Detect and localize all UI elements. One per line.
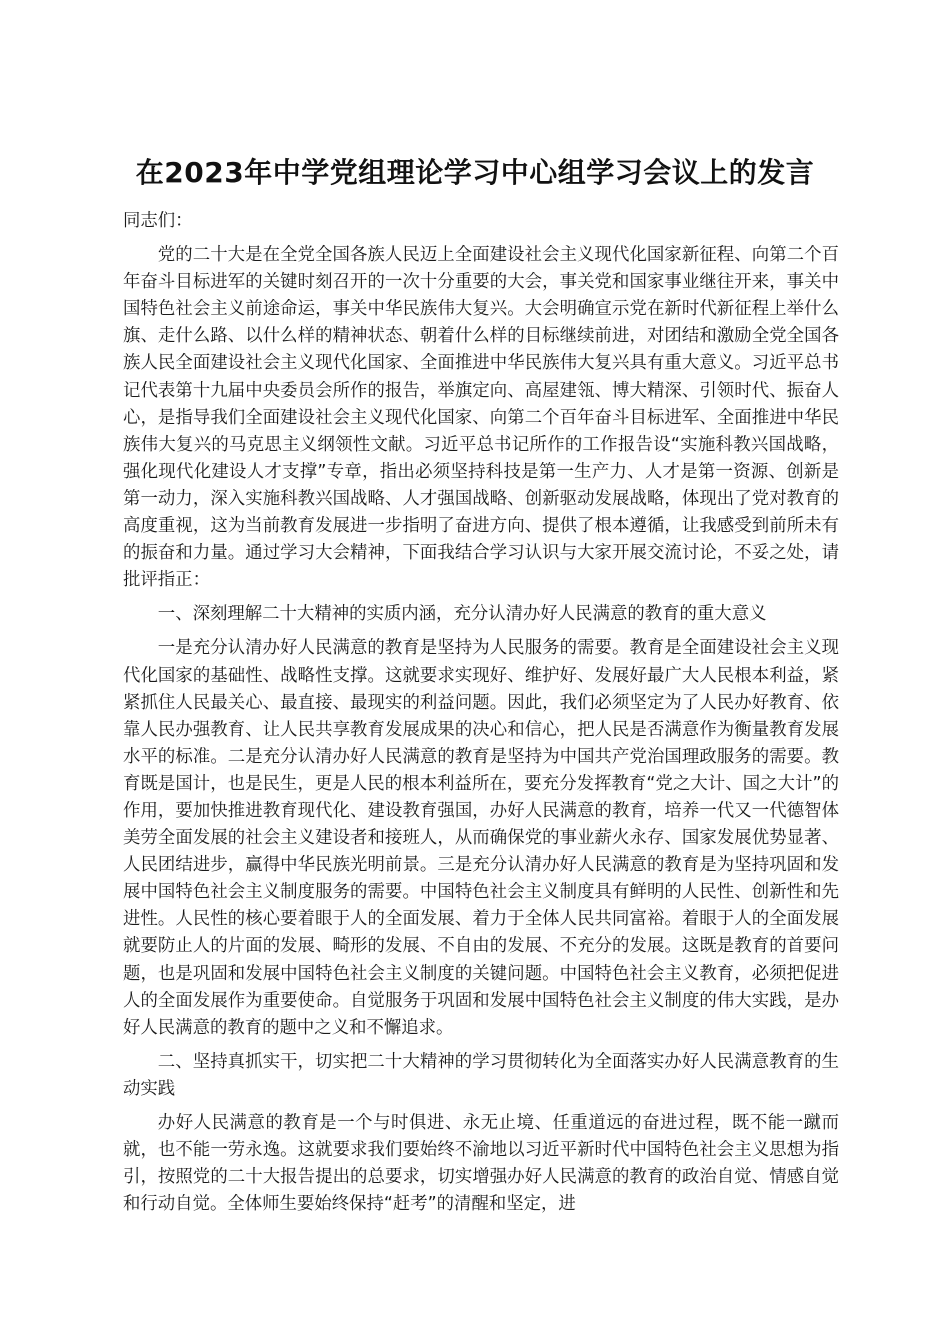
section-heading-2: 二、坚持真抓实干，切实把二十大精神的学习贯彻转化为全面落实办好人民满意教育的生动实践 (123, 1051, 839, 1099)
salutation: 同志们： (123, 211, 193, 231)
intro-paragraph: 党的二十大是在全党全国各族人民迈上全面建设社会主义现代化国家新征程、向第二个百年奋斗目标进军的关键时刻召开的一次十分重要的大会，事关党和国家事业继往开来，事关中国特色社会主义前途命运，事关中华民族伟大复兴。大会明确宣示党在新时代新征程上举什么旗、走什么路、以什么样的精神状态、朝着什么样的目标继续前进，对团结和激励全党全国各族人民全面建设社会主义现代化国家、全面推进中华民族伟大复兴具有重大意义。习近平总书记代表第十九届中央委员会所作的报告，举旗定向、高屋建瓴、博大精深、引领时代、振奋人心，是指导我们全面建设社会主义现代化国家、向第二个百年奋斗目标进军、全面推进中华民族伟大复兴的马克思主义纲领性文献。习近平总书记所作的工作报告设“实施科教兴国战略，强化现代化建设人才支撑”专章，指出必须坚持科技是第一生产力、人才是第一资源、创新是第一动力，深入实施科教兴国战略、人才强国战略、创新驱动发展战略，体现出了党对教育的高度重视，这为当前教育发展进一步指明了奋进方向、提供了根本遵循，让我感受到前所未有的振奋和力量。通过学习大会精神，下面我结合学习认识与大家开展交流讨论，不妥之处，请批评指正： (123, 245, 839, 591)
section-heading-1: 一、深刻理解二十大精神的实质内涵，充分认清办好人民满意的教育的重大意义 (157, 604, 767, 625)
document-body (123, 208, 839, 1225)
section-1-paragraph: 一是充分认清办好人民满意的教育是坚持为人民服务的需要。教育是全面建设社会主义现代化国家的基础性、战略性支撑。这就要求实现好、维护好、发展好最广大人民根本利益，紧紧抓住人民最关心、最直接、最现实的利益问题。因此，我们必须坚定为了人民办好教育、依靠人民办强教育、让人民共享教育发展成果的决心和信心，把人民是否满意作为衡量教育发展水平的标准。二是充分认清办好人民满意的教育是坚持为中国共产党治国理政服务的需要。教育既是国计，也是民生，更是人民的根本利益所在，要充分发挥教育“党之大计、国之大计”的作用，要加快推进教育现代化、建设教育强国，办好人民满意的教育，培养一代又一代德智体美劳全面发展的社会主义建设者和接班人，从而确保党的事业薪火永存、国家发展优势显著、人民团结进步，赢得中华民族光明前景。三是充分认清办好人民满意的教育是为坚持巩固和发展中国特色社会主义制度服务的需要。中国特色社会主义制度具有鲜明的人民性、创新性和先进性。人民性的核心要着眼于人的全面发展、着力于全体人民共同富裕。着眼于人的全面发展就要防止人的片面的发展、畸形的发展、不自由的发展、不充分的发展。这既是教育的首要问题，也是巩固和发展中国特色社会主义制度的关键问题。中国特色社会主义教育，必须把促进人的全面发展作为重要使命。自觉服务于巩固和发展中国特色社会主义制度的伟大实践，是办好人民满意的教育的题中之义和不懈追求。 (123, 638, 839, 1038)
section-2-paragraph: 办好人民满意的教育是一个与时俱进、永无止境、任重道远的奋进过程，既不能一蹴而就，也不能一劳永逸。这就要求我们要始终不渝地以习近平新时代中国特色社会主义思想为指引，按照党的二十大报告提出的总要求，切实增强办好人民满意的教育的政治自觉、情感自觉和行动自觉。全体师生要始终保持“赶考”的清醒和坚定，进 (123, 1113, 839, 1215)
document-title: 在2023年中学党组理论学习中心组学习会议上的发言 (135, 156, 815, 189)
